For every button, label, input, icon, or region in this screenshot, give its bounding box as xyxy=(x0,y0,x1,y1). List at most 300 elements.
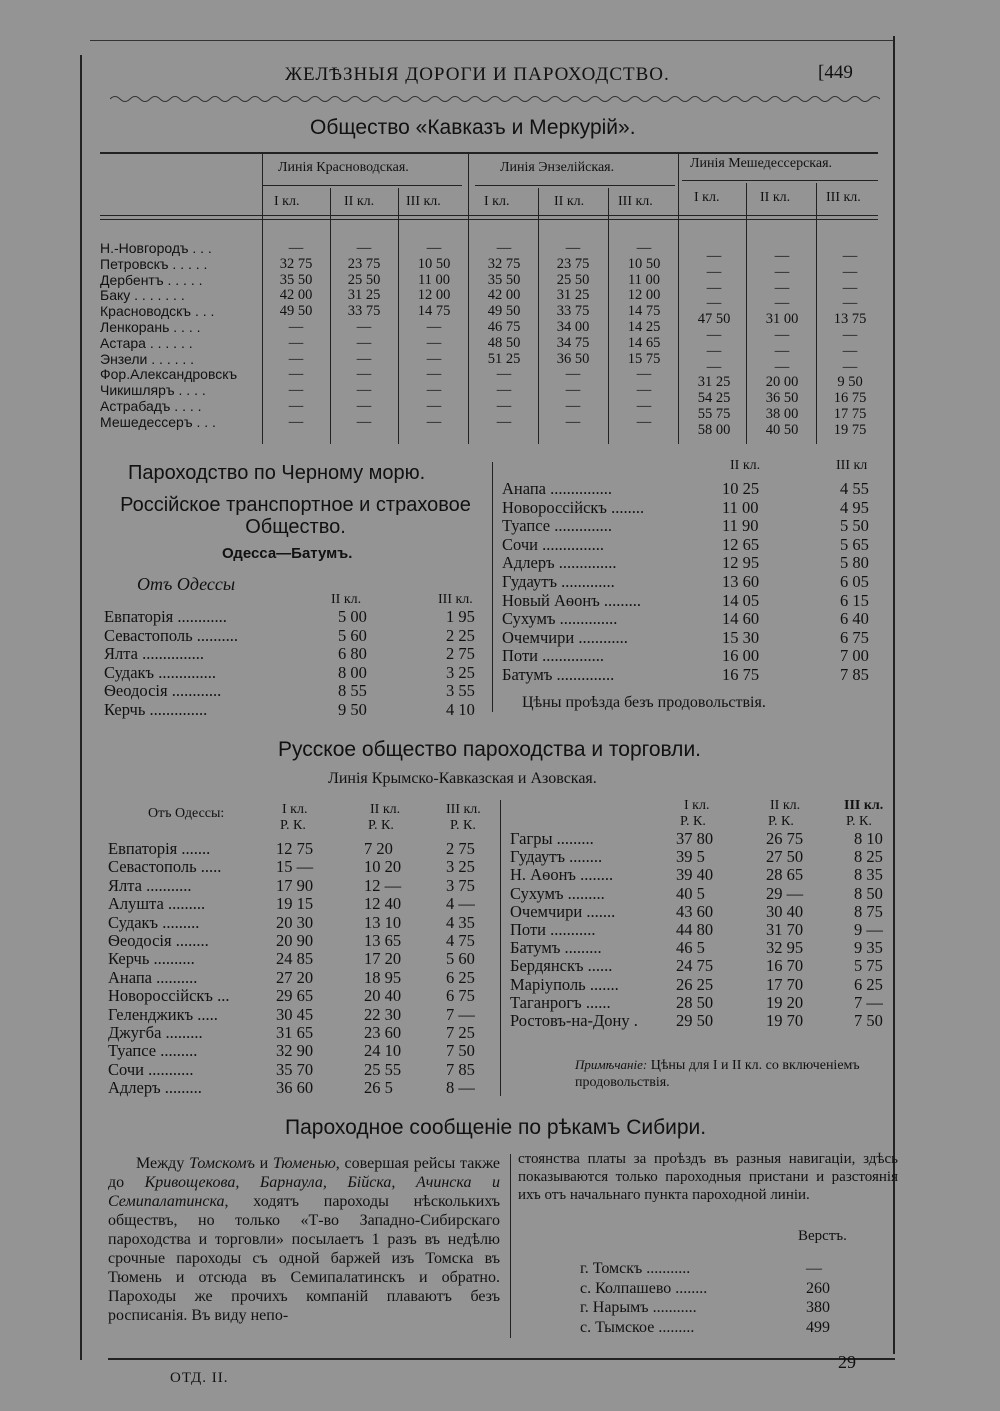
route-stop: Новороссійскъ ........ xyxy=(502,497,645,517)
black-sea-title: Пароходство по Черному морю. xyxy=(128,462,426,484)
fare-c3: 6 05 xyxy=(840,572,869,591)
fare-c2: 30 40 xyxy=(766,901,804,921)
route-stop: Керчь .......... xyxy=(108,949,195,969)
fare-c2: 5 60 xyxy=(338,625,367,645)
frame-bottom xyxy=(108,1358,895,1360)
fare-cell: — xyxy=(288,240,304,256)
fare-cell: 31 25 xyxy=(697,374,731,391)
fare-cell: 32 75 xyxy=(487,255,521,272)
text-part: Кривощекова, Барнаула, Бійска, Ачинска и Семипалатинска xyxy=(108,1174,501,1210)
pier-name: с. Тымское ......... xyxy=(580,1318,695,1336)
text-part: , ходятъ пароходы нѣсколькихъ обществъ, но только «Т-во Западно-Сибирскаго пароходства и торговли» посылаетъ 1 разъ въ недѣлю срочные пароходы съ одной баржей изъ Томска въ Тюмень и отсюда въ Семипалатинскъ и обратно. Пароходы же прочихъ компаній плаваютъ безъ росписанія. Въ виду непо- xyxy=(108,1193,500,1324)
fare-c2: 16 70 xyxy=(766,956,804,976)
pier-distance: — xyxy=(806,1260,822,1277)
fare-cell: — xyxy=(706,358,722,375)
fare-c3: 7 25 xyxy=(446,1023,475,1042)
fare-cell: 31 25 xyxy=(347,287,381,304)
fare-c3: 3 25 xyxy=(446,662,475,682)
fare-c2: 16 75 xyxy=(722,665,760,684)
route-stop: Севастополь .......... xyxy=(104,625,238,645)
route-stop: Судакъ .............. xyxy=(104,662,216,682)
route-stop: Ялта ............... xyxy=(104,644,204,664)
rs-right-c2: II кл. xyxy=(770,798,801,813)
fare-cell: — xyxy=(774,358,790,375)
frame-left xyxy=(80,55,82,1360)
fare-c2: 26 5 xyxy=(364,1078,393,1098)
fare-c1: 39 40 xyxy=(676,865,714,885)
fare-c2: 9 50 xyxy=(338,700,367,719)
column-divider xyxy=(492,462,493,712)
fare-c3: 4 75 xyxy=(446,931,475,950)
class-header: II кл. xyxy=(344,194,375,209)
route-stop: Сочи ............... xyxy=(502,534,604,554)
fare-c2: 12 — xyxy=(364,875,402,895)
russian-society-line: Линія Крымско-Кавказская и Азовская. xyxy=(328,770,597,787)
fare-c2: 5 00 xyxy=(338,607,367,626)
fare-cell: — xyxy=(356,240,372,256)
siberia-right-paragraph: стоянства платы за проѣздъ въ разныя навигаціи, здѣсь показываются только пароходныя пристани и разстоянія ихъ отъ начальнаго пункта пароходной линіи. xyxy=(518,1151,898,1203)
pier-name: г. Нарымъ ........... xyxy=(580,1299,697,1316)
city-name: Астара . . . . . . xyxy=(100,334,193,351)
route-stop: Н. Аѳонъ ........ xyxy=(510,865,614,885)
fare-c3: 8 25 xyxy=(854,847,883,867)
fare-cell: — xyxy=(356,413,372,430)
fare-c1: 20 90 xyxy=(276,931,314,950)
fare-c3: 7 85 xyxy=(446,1059,475,1079)
route-stop: Евпаторія ....... xyxy=(108,839,211,858)
class-header: II кл. xyxy=(760,190,791,205)
fare-cell: — xyxy=(496,382,512,399)
city-name: Энзели . . . . . . xyxy=(100,350,195,367)
route-stop: Алушта ......... xyxy=(108,894,206,914)
city-name: Дербентъ . . . . . xyxy=(100,271,203,288)
fare-cell: 10 50 xyxy=(417,255,451,272)
fare-c3: 2 75 xyxy=(446,839,475,858)
russian-society-note xyxy=(575,1056,895,1091)
fare-cell: 49 50 xyxy=(279,303,313,320)
fare-cell: — xyxy=(356,350,372,367)
fare-cell: — xyxy=(706,248,722,264)
fare-c1: 15 — xyxy=(276,857,314,877)
fare-cell: 14 65 xyxy=(627,334,661,351)
rs-left-rk: Р. К. xyxy=(450,818,476,833)
fare-cell: — xyxy=(426,413,442,430)
fare-c2: 12 65 xyxy=(722,534,760,554)
fare-c3: 9 — xyxy=(854,920,883,939)
fare-cell: 31 00 xyxy=(765,311,799,328)
route-stop: Ѳеодосія ............ xyxy=(104,681,222,701)
table-rule-sub xyxy=(682,180,878,181)
fare-c3: 2 25 xyxy=(446,625,475,645)
route-stop: Адлеръ ......... xyxy=(108,1078,202,1098)
route-stop: Поти ........... xyxy=(510,920,596,939)
fare-cell: — xyxy=(774,248,790,264)
fare-cell: 10 50 xyxy=(627,255,661,272)
fare-cell: 35 50 xyxy=(487,271,521,288)
fare-c3: 6 25 xyxy=(446,967,475,987)
fare-cell: 34 00 xyxy=(556,319,590,335)
fare-c2: 24 10 xyxy=(364,1041,402,1061)
rs-left-c2: II кл. xyxy=(370,802,401,817)
fare-cell: 20 00 xyxy=(765,374,799,391)
siberia-title: Пароходное сообщеніе по рѣкамъ Сибири. xyxy=(285,1116,707,1139)
fare-cell: 38 00 xyxy=(765,406,799,422)
black-sea-right-c3-header: III кл xyxy=(836,458,868,473)
route-stop: Поти ............... xyxy=(502,646,604,666)
fare-c2: 13 10 xyxy=(364,912,402,932)
fare-c2: 15 30 xyxy=(722,627,760,647)
line-header-enzeli: Линія Энзелійская. xyxy=(500,160,615,175)
fare-cell: 48 50 xyxy=(487,334,521,351)
fare-cell: — xyxy=(356,334,372,351)
fare-c3: 4 95 xyxy=(840,497,869,517)
fare-cell: — xyxy=(565,398,581,414)
city-name: Фор.Александровскъ xyxy=(100,366,238,383)
running-header: ЖЕЛѢЗНЫЯ ДОРОГИ И ПАРОХОДСТВО. xyxy=(285,64,670,85)
table-rule-sub xyxy=(475,185,675,186)
text-part: и xyxy=(254,1155,273,1172)
fare-cell: 35 50 xyxy=(279,271,313,288)
column-divider xyxy=(500,800,501,1096)
pier-distance: 260 xyxy=(806,1279,830,1297)
fare-c3: 3 75 xyxy=(446,875,475,895)
fare-c2: 19 20 xyxy=(766,992,804,1012)
fare-c1: 20 30 xyxy=(276,912,314,932)
fare-cell: 12 00 xyxy=(417,287,451,304)
fare-cell: — xyxy=(774,327,790,343)
route-stop: Евпаторія ............ xyxy=(104,607,227,626)
fare-c2: 26 75 xyxy=(766,829,804,848)
table-rule-header xyxy=(100,215,878,216)
city-name: Красноводскъ . . . xyxy=(100,303,215,320)
rs-right-rk: Р. К. xyxy=(680,814,706,829)
fare-c2: 19 70 xyxy=(766,1011,804,1030)
city-name: Ленкорань . . . . xyxy=(100,319,201,335)
fare-cell: 54 25 xyxy=(697,390,731,407)
fare-c1: 40 5 xyxy=(676,883,705,903)
fare-c3: 4 35 xyxy=(446,912,475,932)
route-stop: Маріуполь ....... xyxy=(510,974,619,994)
fare-cell: — xyxy=(356,366,372,383)
rs-left-rk: Р. К. xyxy=(368,818,394,833)
fare-cell: 58 00 xyxy=(697,421,731,438)
fare-cell: — xyxy=(842,358,858,375)
fare-cell: 17 75 xyxy=(833,406,867,422)
class-header: III кл. xyxy=(618,194,653,209)
fare-c2: 18 95 xyxy=(364,967,402,987)
black-sea-c2-header: II кл. xyxy=(331,592,362,607)
route-stop: Таганрогъ ...... xyxy=(510,992,611,1012)
fare-c3: 9 35 xyxy=(854,938,883,958)
fare-c3: 8 75 xyxy=(854,901,883,921)
pier-name: г. Томскъ ........... xyxy=(580,1260,691,1277)
table-rule-sub xyxy=(262,185,462,186)
fare-c3: 7 — xyxy=(446,1004,475,1024)
pier-distance: 380 xyxy=(806,1299,830,1316)
fare-c2: 22 30 xyxy=(364,1004,402,1024)
class-header: III кл. xyxy=(406,194,441,209)
fare-c1: 28 50 xyxy=(676,992,714,1012)
route-stop: Новороссійскъ ... xyxy=(108,986,230,1006)
black-sea-c3-header: III кл. xyxy=(438,592,473,607)
route-stop: Бердянскъ ...... xyxy=(510,956,613,976)
fare-c1: 17 90 xyxy=(276,875,314,895)
fare-cell: — xyxy=(636,366,652,383)
fare-c2: 17 20 xyxy=(364,949,402,969)
fare-cell: 32 75 xyxy=(279,255,313,272)
fare-c2: 7 20 xyxy=(364,839,393,858)
fare-cell: — xyxy=(706,327,722,343)
fare-cell: — xyxy=(636,398,652,414)
fare-cell: 14 75 xyxy=(417,303,451,320)
pier-name: с. Колпашево ........ xyxy=(580,1279,708,1297)
fare-c3: 7 50 xyxy=(446,1041,475,1061)
fare-c2: 17 70 xyxy=(766,974,804,994)
fare-c2: 11 00 xyxy=(722,497,759,517)
fare-cell: 34 75 xyxy=(556,334,590,351)
fare-cell: — xyxy=(706,263,722,280)
fare-cell: — xyxy=(426,319,442,335)
fare-cell: — xyxy=(288,350,304,367)
class-header: I кл. xyxy=(484,194,510,209)
fare-cell: — xyxy=(636,382,652,399)
wavy-divider xyxy=(110,92,880,106)
russian-society-from: Отъ Одессы: xyxy=(148,806,225,821)
frame-top xyxy=(90,40,895,41)
fare-cell: 55 75 xyxy=(697,406,731,422)
fare-c1: 19 15 xyxy=(276,894,314,914)
fare-c2: 10 20 xyxy=(364,857,402,877)
route-stop: Ялта ........... xyxy=(108,875,192,895)
fare-c1: 30 45 xyxy=(276,1004,314,1024)
fare-c3: 5 60 xyxy=(446,949,475,969)
pier-distance: 499 xyxy=(806,1318,830,1336)
fare-c1: 27 20 xyxy=(276,967,314,987)
fare-cell: — xyxy=(288,413,304,430)
city-name: Баку . . . . . . . xyxy=(100,287,185,304)
fare-cell: — xyxy=(842,327,858,343)
fare-c3: 7 50 xyxy=(854,1011,883,1030)
fare-c3: 3 55 xyxy=(446,681,475,701)
siberia-verst-header: Верстъ. xyxy=(798,1228,847,1244)
siberia-left-paragraph xyxy=(108,1154,500,1325)
page-number-top: [449 xyxy=(818,62,853,83)
fare-c3: 5 65 xyxy=(840,534,869,554)
route-stop: Анапа .......... xyxy=(108,967,198,987)
fare-cell: — xyxy=(496,413,512,430)
fare-cell: 11 00 xyxy=(417,271,451,288)
fare-cell: — xyxy=(426,398,442,414)
fare-cell: — xyxy=(288,382,304,399)
class-header: II кл. xyxy=(554,194,585,209)
fare-cell: — xyxy=(706,295,722,312)
fare-cell: — xyxy=(426,366,442,383)
fare-cell: 19 75 xyxy=(833,421,867,438)
fare-cell: 42 00 xyxy=(487,287,521,304)
fare-cell: 16 75 xyxy=(833,390,867,407)
fare-c3: 5 50 xyxy=(840,516,869,536)
fare-cell: 12 00 xyxy=(627,287,661,304)
fare-cell: 40 50 xyxy=(765,421,799,438)
fare-c3: 8 — xyxy=(446,1078,475,1098)
rs-left-c3: III кл. xyxy=(446,802,481,817)
fare-cell: — xyxy=(842,248,858,264)
fare-cell: — xyxy=(842,295,858,312)
fare-c2: 14 05 xyxy=(722,590,760,610)
rs-left-rk: Р. К. xyxy=(280,818,306,833)
fare-cell: — xyxy=(426,382,442,399)
fare-cell: — xyxy=(565,382,581,399)
fare-cell: 46 75 xyxy=(487,319,521,335)
fare-cell: — xyxy=(288,398,304,414)
fare-c1: 32 90 xyxy=(276,1041,314,1061)
black-sea-from: Отъ Одессы xyxy=(137,574,236,594)
route-stop: Ѳеодосія ........ xyxy=(108,931,209,950)
fare-c2: 8 55 xyxy=(338,681,367,701)
fare-cell: 25 50 xyxy=(556,271,590,288)
route-stop: Керчь .............. xyxy=(104,700,208,719)
city-name: Чикишляръ . . . . xyxy=(100,382,206,399)
fare-c3: 8 50 xyxy=(854,883,883,903)
fare-c2: 16 00 xyxy=(722,646,760,666)
route-stop: Сухумъ ......... xyxy=(510,883,605,903)
fare-c2: 28 65 xyxy=(766,865,804,885)
route-stop: Туапсе ......... xyxy=(108,1041,198,1061)
fare-c3: 6 15 xyxy=(840,590,869,610)
fare-cell: — xyxy=(774,342,790,359)
route-stop: Туапсе .............. xyxy=(502,516,612,536)
fare-cell: — xyxy=(842,279,858,296)
fare-c2: 8 00 xyxy=(338,662,367,682)
fare-cell: — xyxy=(496,398,512,414)
route-stop: Гудаутъ ............. xyxy=(502,572,615,591)
fare-cell: 31 25 xyxy=(556,287,590,304)
fare-c2: 29 — xyxy=(766,883,804,903)
fare-c2: 12 40 xyxy=(364,894,402,914)
fare-cell: 36 50 xyxy=(556,350,590,367)
fare-c1: 36 60 xyxy=(276,1078,314,1098)
column-divider xyxy=(510,1154,511,1338)
fare-cell: 13 75 xyxy=(833,311,867,328)
fare-cell: 49 50 xyxy=(487,303,521,320)
fare-c2: 27 50 xyxy=(766,847,804,867)
fare-cell: — xyxy=(842,263,858,280)
fare-cell: — xyxy=(426,334,442,351)
fare-c3: 5 75 xyxy=(854,956,883,976)
fare-cell: — xyxy=(426,240,442,256)
fare-cell: — xyxy=(636,240,652,256)
fare-c2: 10 25 xyxy=(722,479,760,498)
fare-cell: — xyxy=(288,334,304,351)
route-stop: Судакъ ......... xyxy=(108,912,200,932)
fare-cell: — xyxy=(496,366,512,383)
fare-c3: 5 80 xyxy=(840,553,869,573)
fare-cell: 15 75 xyxy=(627,350,661,367)
fare-cell: — xyxy=(356,319,372,335)
fare-c2: 14 60 xyxy=(722,609,760,629)
fare-cell: — xyxy=(288,366,304,383)
fare-c2: 20 40 xyxy=(364,986,402,1006)
fare-c3: 6 75 xyxy=(840,627,869,647)
fare-c3: 6 75 xyxy=(446,986,475,1006)
route-stop: Батумъ .............. xyxy=(502,665,615,684)
fare-c1: 43 60 xyxy=(676,901,714,921)
rs-right-c3: III кл. xyxy=(844,798,884,813)
fare-cell: — xyxy=(774,295,790,312)
footer-page-number: 29 xyxy=(838,1352,856,1372)
fare-c2: 6 80 xyxy=(338,644,367,664)
city-name: Астрабадъ . . . . xyxy=(100,398,202,414)
line-header-meshedesser: Линія Мешедессерская. xyxy=(690,156,833,171)
fare-c1: 24 75 xyxy=(676,956,714,976)
table-rule-top xyxy=(100,152,878,154)
fare-c2: 32 95 xyxy=(766,938,804,958)
fare-c1: 12 75 xyxy=(276,839,314,858)
route-stop: Сочи ........... xyxy=(108,1059,194,1079)
note-label: Примѣчаніе: xyxy=(575,1057,648,1072)
rs-right-c1: I кл. xyxy=(684,798,710,813)
fare-c3: 2 75 xyxy=(446,644,475,664)
fare-c3: 6 40 xyxy=(840,609,869,629)
class-header: III кл. xyxy=(826,190,861,205)
fare-cell: — xyxy=(426,350,442,367)
fare-cell: — xyxy=(774,263,790,280)
rs-right-rk: Р. К. xyxy=(846,814,872,829)
route-stop: Джугба ......... xyxy=(108,1023,203,1042)
fare-cell: 33 75 xyxy=(556,303,590,320)
class-header: I кл. xyxy=(694,190,720,205)
text-part: Тюменью xyxy=(272,1155,336,1172)
rs-right-rk: Р. К. xyxy=(768,814,794,829)
fare-c2: 13 60 xyxy=(722,572,760,591)
route-stop: Гагры ......... xyxy=(510,829,594,848)
fare-c2: 13 65 xyxy=(364,931,402,950)
fare-c2: 25 55 xyxy=(364,1059,402,1079)
text-part: , совершая рейсы также до xyxy=(108,1155,501,1191)
fare-c3: 8 10 xyxy=(854,829,883,848)
route-stop: Очемчири ............ xyxy=(502,627,628,647)
rs-left-c1: I кл. xyxy=(282,802,308,817)
class-header: I кл. xyxy=(274,194,300,209)
route-stop: Батумъ ......... xyxy=(510,938,602,958)
fare-cell: 11 00 xyxy=(627,271,661,288)
black-sea-route: Одесса—Батумъ. xyxy=(222,545,353,562)
fare-cell: — xyxy=(636,413,652,430)
fare-c1: 35 70 xyxy=(276,1059,314,1079)
city-name: Петровскъ . . . . . xyxy=(100,255,208,272)
fare-c1: 46 5 xyxy=(676,938,705,958)
fare-c1: 26 25 xyxy=(676,974,714,994)
footer-section: ОТД. II. xyxy=(170,1370,229,1386)
fare-cell: 25 50 xyxy=(347,271,381,288)
fare-c3: 7 00 xyxy=(840,646,869,666)
fare-cell: — xyxy=(774,279,790,296)
fare-cell: 9 50 xyxy=(837,374,863,391)
fare-c3: 4 — xyxy=(446,894,475,914)
fare-cell: — xyxy=(356,382,372,399)
route-stop: Очемчири ....... xyxy=(510,901,616,921)
route-stop: Адлеръ .............. xyxy=(502,553,617,573)
line-header-krasnovodsk: Линія Красноводская. xyxy=(278,160,409,175)
fare-c3: 4 55 xyxy=(840,479,869,498)
fare-cell: — xyxy=(706,342,722,359)
fare-c1: 29 65 xyxy=(276,986,314,1006)
fare-cell: 23 75 xyxy=(347,255,381,272)
route-stop: Севастополь ..... xyxy=(108,857,222,877)
route-stop: Анапа ............... xyxy=(502,479,613,498)
fare-c1: 29 50 xyxy=(676,1011,714,1030)
fare-c1: 39 5 xyxy=(676,847,705,867)
